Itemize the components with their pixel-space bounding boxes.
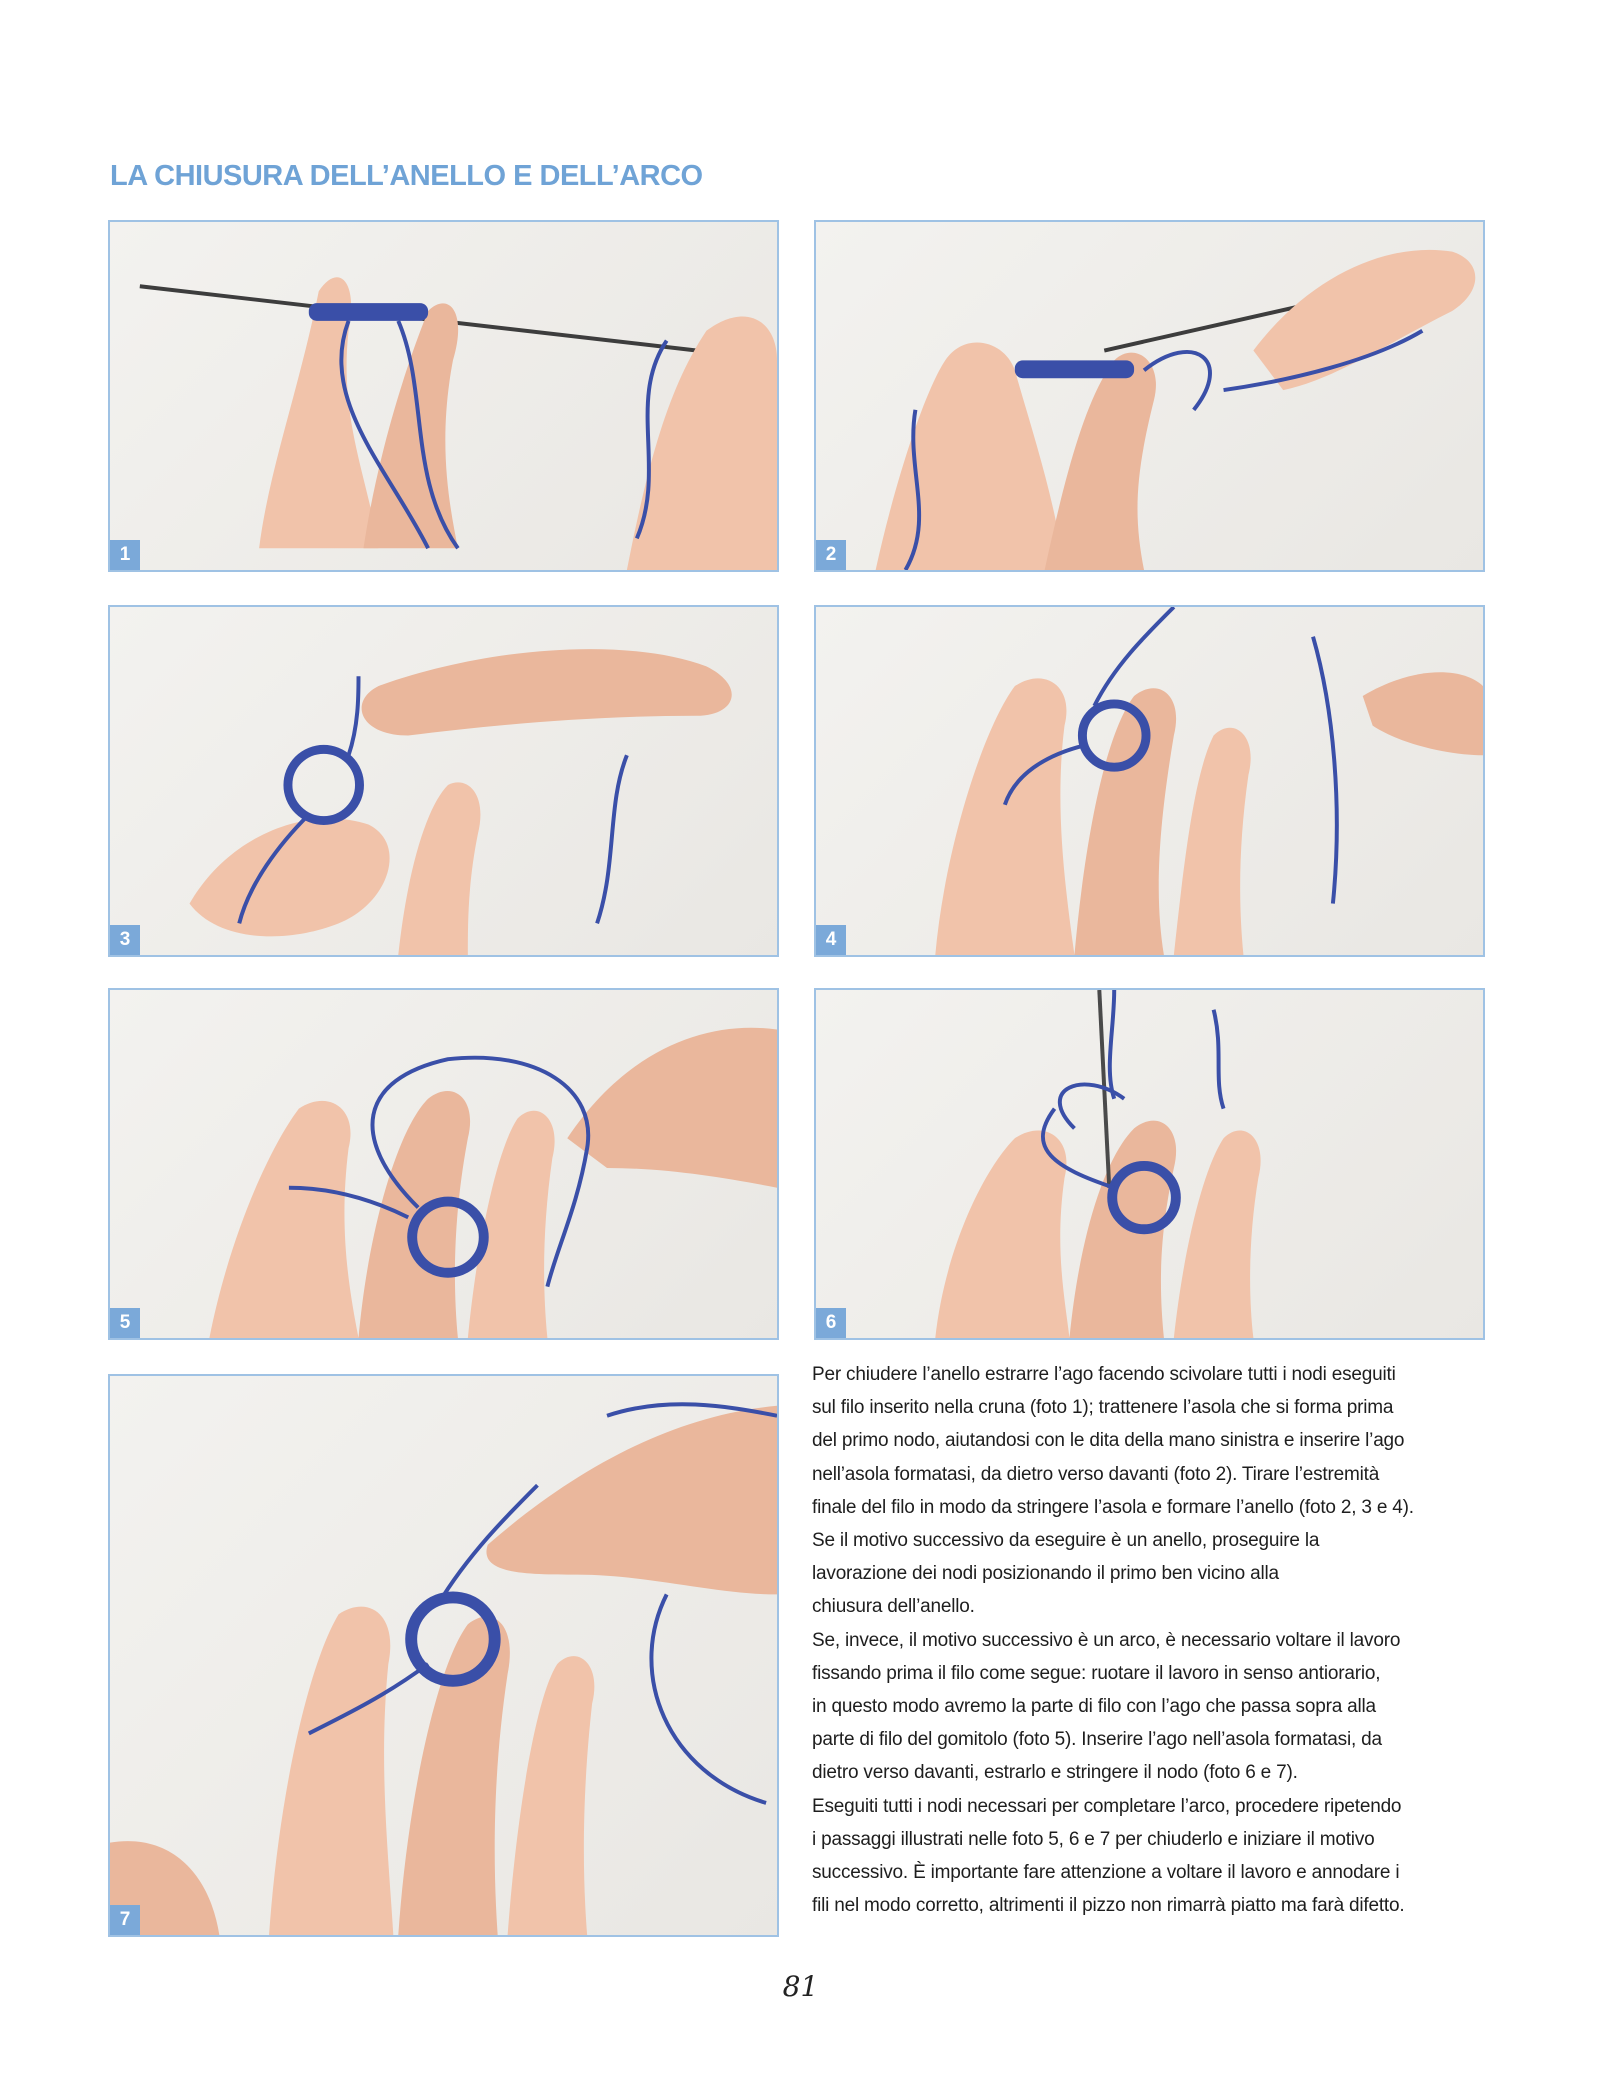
photo-2 [814,220,1485,572]
photo-5-illustration [110,990,777,1338]
photo-number-badge: 7 [110,1905,140,1935]
text-line: fili nel modo corretto, altrimenti il pizzo non rimarrà piatto ma farà difetto. [812,1895,1405,1917]
photo-number-badge: 2 [816,540,846,570]
photo-number-badge: 6 [816,1308,846,1338]
text-line: parte di filo del gomitolo (foto 5). Inserire l’ago nell’asola formatasi, da [812,1729,1382,1751]
photo-4-illustration [816,607,1483,955]
text-line: Se il motivo successivo da eseguire è un anello, proseguire la [812,1530,1320,1552]
text-line: in questo modo avremo la parte di filo con l’ago che passa sopra alla [812,1696,1376,1718]
text-line: Per chiudere l’anello estrarre l’ago facendo scivolare tutti i nodi eseguiti [812,1364,1396,1385]
photo-2-illustration [816,222,1483,570]
instructions-text [812,1358,1502,1922]
photo-6 [814,988,1485,1340]
photo-7-illustration [110,1376,777,1935]
photo-number-badge: 3 [110,925,140,955]
text-line: Eseguiti tutti i nodi necessari per completare l’arco, procedere ripetendo [812,1795,1402,1817]
photo-number-badge: 4 [816,925,846,955]
photo-6-illustration [816,990,1483,1338]
text-line: del primo nodo, aiutandosi con le dita della mano sinistra e inserire l’ago [812,1430,1405,1452]
text-line: finale del filo in modo da stringere l’asola e formare l’anello (foto 2, 3 e 4). [812,1496,1414,1518]
photo-7 [108,1374,779,1937]
section-heading: LA CHIUSURA DELL’ANELLO E DELL’ARCO [110,160,703,192]
photo-4 [814,605,1485,957]
text-line: chiusura dell’anello. [812,1596,975,1618]
photo-1 [108,220,779,572]
page-number: 81 [782,1970,819,2003]
text-line: fissando prima il filo come segue: ruotare il lavoro in senso antiorario, [812,1662,1381,1684]
text-line: Se, invece, il motivo successivo è un arco, è necessario voltare il lavoro [812,1629,1401,1651]
photo-5 [108,988,779,1340]
photo-1-illustration [110,222,777,570]
text-line: i passaggi illustrati nelle foto 5, 6 e 7 per chiuderlo e iniziare il motivo [812,1828,1375,1850]
text-line: successivo. È importante fare attenzione a voltare il lavoro e annodare i [812,1862,1400,1884]
photo-number-badge: 5 [110,1308,140,1338]
photo-number-badge: 1 [110,540,140,570]
photo-3 [108,605,779,957]
photo-3-illustration [110,607,777,955]
text-line: nell’asola formatasi, da dietro verso davanti (foto 2). Tirare l’estremità [812,1463,1380,1485]
text-line: sul filo inserito nella cruna (foto 1); trattenere l’asola che si forma prima [812,1397,1394,1419]
text-line: lavorazione dei nodi posizionando il primo ben vicino alla [812,1563,1279,1585]
text-line: dietro verso davanti, estrarlo e stringere il nodo (foto 6 e 7). [812,1762,1298,1784]
